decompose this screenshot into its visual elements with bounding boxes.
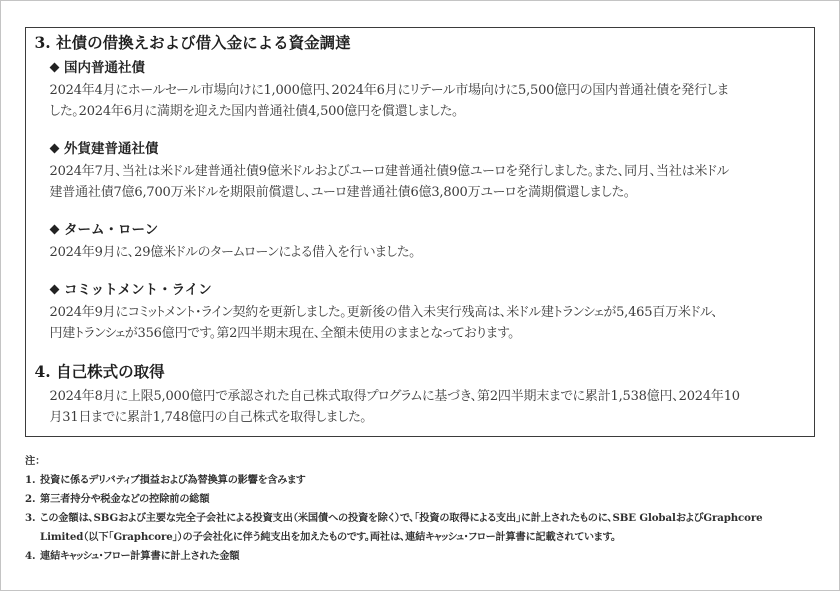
paragraph-line: 2024年9月にコミットメント・ライン契約を更新しました。更新後の借入未実行残高は、米ドル建トランシェが5,465百万米ドル、 (49, 305, 718, 320)
item-title: 国内普通社債 (64, 59, 145, 76)
diamond-bullet-icon (50, 143, 60, 153)
footnote (25, 509, 815, 547)
footnote-text (40, 490, 815, 509)
item-paragraph (50, 80, 811, 122)
item-heading (50, 58, 811, 78)
item-domestic-bonds (50, 58, 811, 123)
paragraph-line: 建普通社債7億6,700万米ドルを期限前償還し、ユーロ建普通社債6億3,800万ユーロを満期償還しました。 (49, 185, 631, 200)
footnote-line: Limited（以下「Graphcore」）の子会社化に伴う純支出を加えたものです。両社は、連結キャッシュ・フロー計算書に記載されています。 (40, 530, 617, 543)
diamond-bullet-icon (50, 284, 60, 294)
item-paragraph (50, 161, 811, 203)
footnote-line: 連結キャッシュ・フロー計算書に計上された金額 (40, 549, 240, 562)
section-title: 3. 社債の借換えおよび借入金による資金調達 (34, 32, 351, 52)
footnote-line: 投資に係るデリバティブ損益および為替換算の影響を含みます (40, 473, 306, 486)
section-bond-refinancing (26, 32, 810, 345)
paragraph-line: 2024年9月に、29億米ドルのタームローンによる借入を行いました。 (49, 245, 416, 260)
footnote-line: この金額は、SBGおよび主要な完全子会社による投資支出（米国債への投資を除く）で、「投資の取得による支出」に計上されたものに、SBE GlobalおよびGraphcore (40, 511, 763, 524)
paragraph-line: 2024年7月、当社は米ドル建普通社債9億米ドルおよびユーロ建普通社債9億ユーロを発行しました。また、同月、当社は米ドル (49, 164, 730, 179)
footnotes-label: 注： (25, 454, 41, 467)
footnote-number: 3. (25, 511, 36, 524)
paragraph-line: 2024年8月に上限5,000億円で承認された自己株式取得プログラムに基づき、第2四半期末までに累計1,538億円、2024年10 (49, 389, 740, 404)
paragraph-line: 円建トランシェが356億円です。第2四半期末現在、全額未使用のままとなっております。 (49, 326, 515, 341)
item-title: 外貨建普通社債 (64, 140, 159, 157)
item-heading (50, 139, 811, 159)
footnote (25, 471, 815, 490)
footnote-text (40, 547, 815, 566)
footnote (25, 547, 815, 566)
diamond-bullet-icon (50, 224, 60, 234)
footnote (25, 490, 815, 509)
item-title: コミットメント・ライン (64, 281, 212, 298)
diamond-bullet-icon (50, 62, 60, 72)
item-paragraph (50, 302, 811, 344)
item-term-loan (50, 220, 811, 264)
footnote-text (40, 509, 815, 547)
footnote-number: 4. (25, 549, 36, 562)
footnotes (25, 452, 815, 566)
section-share-buyback (26, 361, 810, 429)
section-title: 4. 自己株式の取得 (34, 361, 165, 381)
item-title: ターム・ローン (64, 221, 159, 238)
item-heading (50, 280, 811, 300)
footnote-text (40, 471, 815, 490)
footnote-number: 2. (25, 492, 36, 505)
item-commitment-line (50, 280, 811, 345)
footnote-line: 第三者持分や税金などの控除前の総額 (40, 492, 210, 505)
paragraph-line: 月31日までに累計1,748億円の自己株式を取得しました。 (49, 410, 367, 425)
footnote-number: 1. (25, 473, 36, 486)
item-heading (50, 220, 811, 240)
paragraph-line: 2024年4月にホールセール市場向けに1,000億円、2024年6月にリテール市場向けに5,500億円の国内普通社債を発行しま (49, 83, 729, 98)
item-paragraph (50, 242, 811, 263)
section-paragraph (50, 386, 811, 428)
paragraph-line: した。2024年6月に満期を迎えた国内普通社債4,500億円を償還しました。 (49, 104, 459, 119)
content-box (25, 27, 815, 437)
item-foreign-currency-bonds (50, 139, 811, 204)
